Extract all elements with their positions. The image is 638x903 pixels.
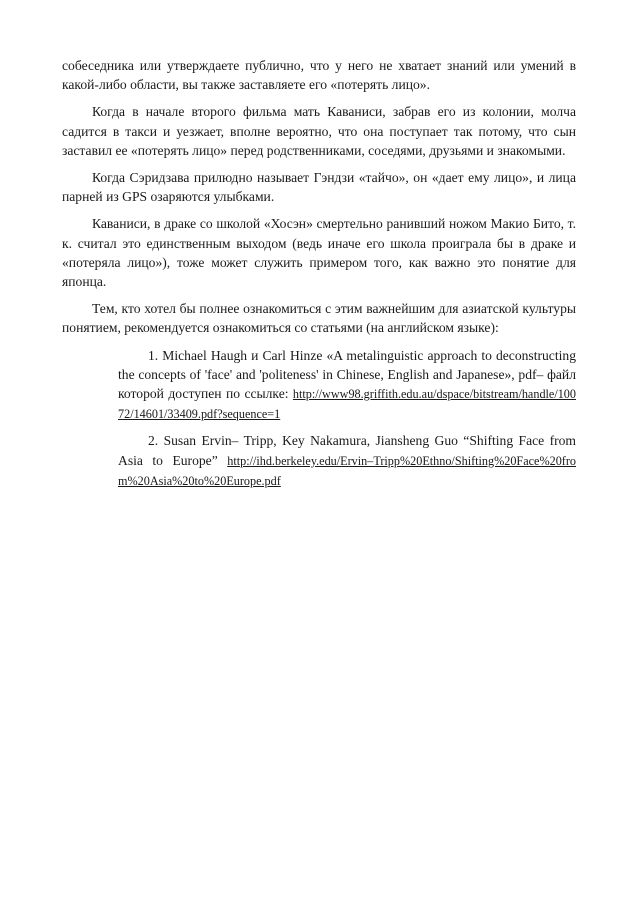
- reference-item: [118, 346, 576, 425]
- paragraph-kawanishi-fight: Каваниси, в драке со школой «Хосэн» смертельно ранивший ножом Макио Бито, т. к. считал это единственным выходом (ведь иначе его школа проиграла бы в драке и «потеряла лицо»), тоже может служить примером того, как важно это понятие для японца.: [62, 216, 576, 290]
- reference-list: [118, 346, 576, 491]
- paragraph-serizawa-taicho: Когда Сэридзава прилюдно называет Гэндзи «тайчо», он «дает ему лицо», и лица парней из GPS озаряются улыбками.: [62, 170, 576, 205]
- reference-item: [118, 431, 576, 491]
- paragraph-kawanishi-mother: Когда в начале второго фильма мать Каваниси, забрав его из колонии, молча садится в такси и уезжает, вполне вероятно, что она поступает так потому, что сын заставил ее «потерять лицо» перед родственниками, соседями, друзьями и знакомыми.: [62, 104, 576, 158]
- reference-link[interactable]: http://www98.griffith.edu.au/dspace/bitstream/handle/10072/14601/33409.pdf?sequence=1: [118, 387, 576, 422]
- reference-link[interactable]: http://ihd.berkeley.edu/Ervin–Tripp%20Ethno/Shifting%20Face%20from%20Asia%20to%20Europe.pdf: [118, 453, 576, 488]
- paragraph-recommendation: Тем, кто хотел бы полнее ознакомиться с этим важнейшим для азиатской культуры понятием, рекомендуется ознакомиться со статьями (на английском языке):: [62, 301, 576, 336]
- reference-text: 1. Michael Haugh и Carl Hinze «A metalinguistic approach to deconstructing the concepts of 'face' and 'politeness' in Chinese, English and Japanese», pdf– файл которой доступен по ссылке:: [118, 347, 576, 402]
- paragraph-continuation: собеседника или утверждаете публично, что у него не хватает знаний или умений в какой-либо области, вы также заставляете его «потерять лицо».: [62, 58, 576, 93]
- reference-text: 2. Susan Ervin– Tripp, Key Nakamura, Jiansheng Guo “Shifting Face from Asia to Europe”: [118, 433, 576, 468]
- document-page: [62, 56, 576, 498]
